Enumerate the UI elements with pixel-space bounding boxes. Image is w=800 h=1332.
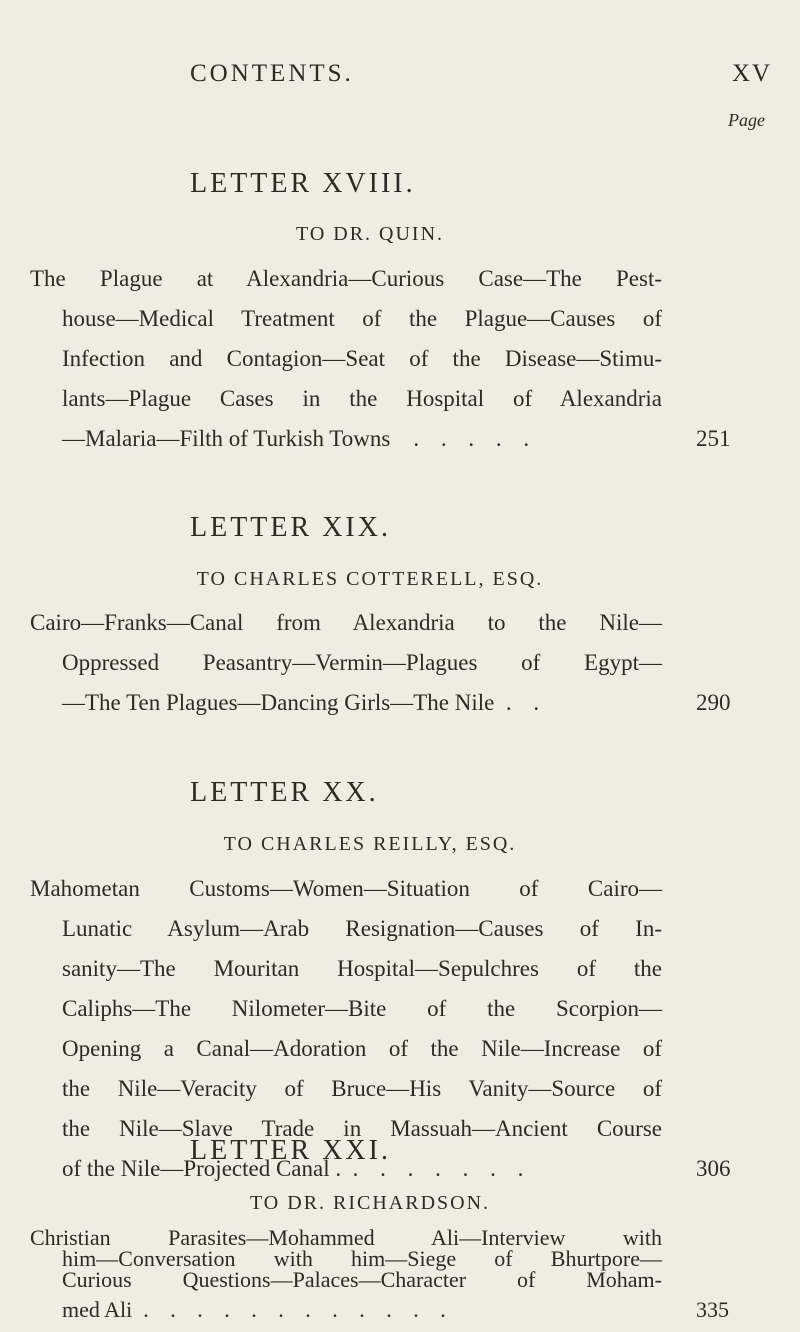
entry-line: the Nile—Slave Trade in Massuah—Ancient Course: [62, 1116, 662, 1141]
letter-title: LETTER XVIII.: [190, 168, 416, 199]
letter-recipient: TO CHARLES COTTERELL, ESQ.: [196, 568, 544, 590]
entry-line: the Nile—Veracity of Bruce—His Vanity—Source of: [62, 1076, 662, 1101]
entry-line: Cairo—Franks—Canal from Alexandria to the Nile—: [30, 610, 662, 635]
entry-last-line: [62, 688, 662, 718]
entry-last-line: [62, 424, 662, 454]
entry-line: house—Medical Treatment of the Plague—Causes of: [62, 306, 662, 331]
entry-text: —The Ten Plagues—Dancing Girls—The Nile: [62, 690, 495, 715]
page-number: 290: [696, 690, 731, 715]
entry-line: Oppressed Peasantry—Vermin—Plagues of Egypt—: [62, 650, 662, 675]
entry-text: —Malaria—Filth of Turkish Towns: [62, 426, 391, 451]
dot-leader: . . . . . . .: [352, 1156, 532, 1181]
dot-leader: . . . . . . . . . . . .: [143, 1297, 454, 1322]
page-number: 306: [696, 1156, 731, 1181]
entry-line: lants—Plague Cases in the Hospital of Alexandria: [62, 386, 662, 411]
entry-line: Infection and Contagion—Seat of the Disease—Stimu-: [62, 346, 662, 371]
entry-line: Lunatic Asylum—Arab Resignation—Causes of In-: [62, 916, 662, 941]
entry-text: of the Nile—Projected Canal .: [62, 1156, 342, 1181]
letter-title: LETTER XIX.: [190, 512, 391, 543]
entry-line: Opening a Canal—Adoration of the Nile—Increase of: [62, 1036, 662, 1061]
page-column-label: Page: [728, 110, 765, 130]
page-number: 335: [696, 1297, 729, 1322]
running-head: CONTENTS.: [190, 60, 354, 87]
entry-line: Curious Questions—Palaces—Character of Moham-: [62, 1267, 662, 1292]
letter-recipient: TO DR. QUIN.: [295, 223, 445, 245]
entry-line: Caliphs—The Nilometer—Bite of the Scorpion—: [62, 996, 662, 1021]
letter-recipient: TO CHARLES REILLY, ESQ.: [223, 833, 517, 855]
letter-title: LETTER XX.: [190, 777, 379, 808]
entry-line: him—Conversation with him—Siege of Bhurtpore—: [62, 1246, 662, 1271]
page-folio: XV: [732, 60, 773, 87]
letter-recipient: TO DR. RICHARDSON.: [249, 1192, 491, 1214]
entry-line: Christian Parasites—Mohammed Ali—Interview with: [30, 1225, 662, 1250]
page-number: 251: [696, 426, 731, 451]
dot-leader: . .: [505, 690, 548, 715]
entry-line: The Plague at Alexandria—Curious Case—The Pest-: [30, 266, 662, 291]
dot-leader: . . . . .: [413, 426, 538, 451]
letter-title: LETTER XXI.: [190, 1135, 391, 1166]
entry-last-line: [62, 1298, 662, 1322]
entry-line: sanity—The Mouritan Hospital—Sepulchres of the: [62, 956, 662, 981]
entry-text: med Ali: [62, 1297, 133, 1322]
entry-line: Mahometan Customs—Women—Situation of Cairo—: [30, 876, 662, 901]
